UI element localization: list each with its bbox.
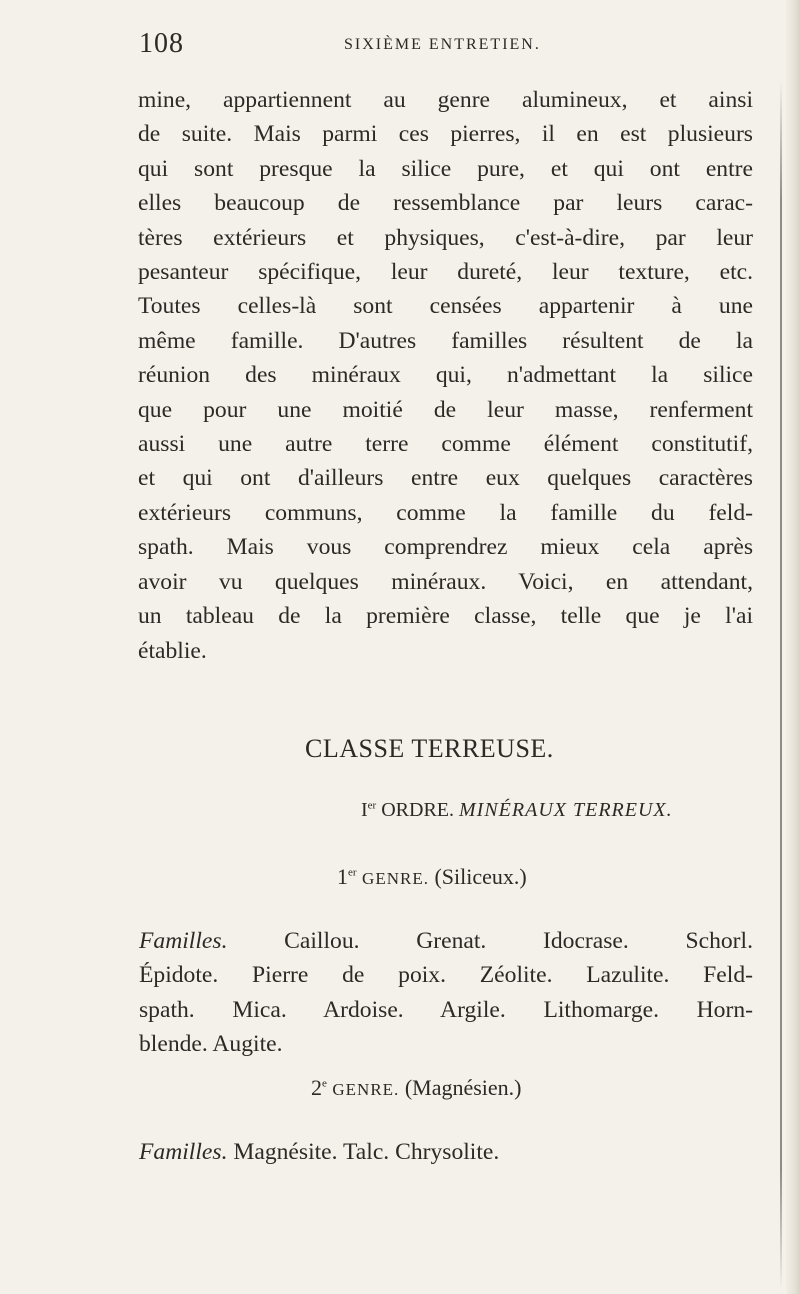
text-line: et qui ont d'ailleurs entre eux quelques caractères bbox=[138, 465, 753, 492]
text-line: spath. Mais vous comprendrez mieux cela après bbox=[138, 534, 753, 561]
order-number-suffix: er bbox=[367, 799, 377, 812]
genus-label: GENRE. bbox=[332, 1080, 400, 1099]
body-paragraph bbox=[138, 83, 753, 668]
genus-name: (Siliceux.) bbox=[434, 864, 527, 889]
text-line: même famille. D'autres familles résultent de la bbox=[138, 327, 753, 354]
running-head: SIXIÈME ENTRETIEN. bbox=[344, 36, 541, 53]
families-text: Magnésite. Talc. Chrysolite. bbox=[233, 1139, 500, 1165]
order-name: MINÉRAUX TERREUX. bbox=[459, 799, 673, 821]
genus-heading-2 bbox=[311, 1075, 522, 1101]
class-title: CLASSE TERREUSE. bbox=[305, 734, 554, 763]
text-line: qui sont presque la silice pure, et qui ont entre bbox=[138, 155, 753, 182]
text-line: elles beaucoup de ressemblance par leurs carac- bbox=[138, 190, 753, 217]
text-line: avoir vu quelques minéraux. Voici, en attendant, bbox=[138, 568, 753, 595]
families-text: spath. Mica. Ardoise. Argile. Lithomarge. Horn- bbox=[139, 996, 753, 1023]
text-line: Toutes celles-là sont censées appartenir à une bbox=[138, 293, 753, 320]
genus-number: 2 bbox=[311, 1075, 322, 1100]
text-line: que pour une moitié de leur masse, renferment bbox=[138, 396, 753, 423]
page-number: 108 bbox=[139, 28, 184, 59]
genus-number-suffix: e bbox=[322, 1077, 327, 1090]
text-line: pesanteur spécifique, leur dureté, leur texture, etc. bbox=[138, 259, 753, 286]
text-line: établie. bbox=[138, 637, 207, 664]
families-text: blende. Augite. bbox=[139, 1031, 283, 1058]
families-list-1 bbox=[139, 924, 753, 1062]
genus-number-suffix: er bbox=[348, 866, 357, 879]
genus-label: GENRE. bbox=[362, 869, 429, 888]
genus-heading-1 bbox=[337, 864, 527, 890]
text-line: réunion des minéraux qui, n'admettant la silice bbox=[138, 362, 753, 389]
families-text: Caillou. Grenat. Idocrase. Schorl. bbox=[284, 928, 753, 954]
book-page bbox=[123, 26, 758, 1165]
genus-name: (Magnésien.) bbox=[404, 1075, 522, 1100]
text-line: de suite. Mais parmi ces pierres, il en est plusieurs bbox=[138, 121, 753, 148]
text-line: aussi une autre terre comme élément constitutif, bbox=[138, 431, 753, 458]
order-heading bbox=[361, 799, 673, 822]
text-line: tères extérieurs et physiques, c'est-à-dire, par leur bbox=[138, 224, 753, 251]
text-line: un tableau de la première classe, telle que je l'ai bbox=[138, 603, 753, 630]
order-label: ORDRE. bbox=[381, 799, 455, 821]
order-number: I bbox=[361, 799, 368, 821]
families-text: Épidote. Pierre de poix. Zéolite. Lazulite. Feld- bbox=[139, 962, 753, 989]
page-edge-line bbox=[780, 80, 782, 1290]
families-label: Familles. bbox=[139, 928, 228, 954]
text-line: mine, appartiennent au genre alumineux, et ainsi bbox=[138, 87, 753, 113]
page-header bbox=[123, 26, 758, 66]
genus-number: 1 bbox=[337, 864, 348, 889]
page-edge-shadow bbox=[786, 0, 800, 1294]
text-line: extérieurs communs, comme la famille du feld- bbox=[138, 499, 753, 526]
families-list-2 bbox=[139, 1135, 753, 1169]
families-label: Familles. bbox=[139, 1139, 228, 1165]
